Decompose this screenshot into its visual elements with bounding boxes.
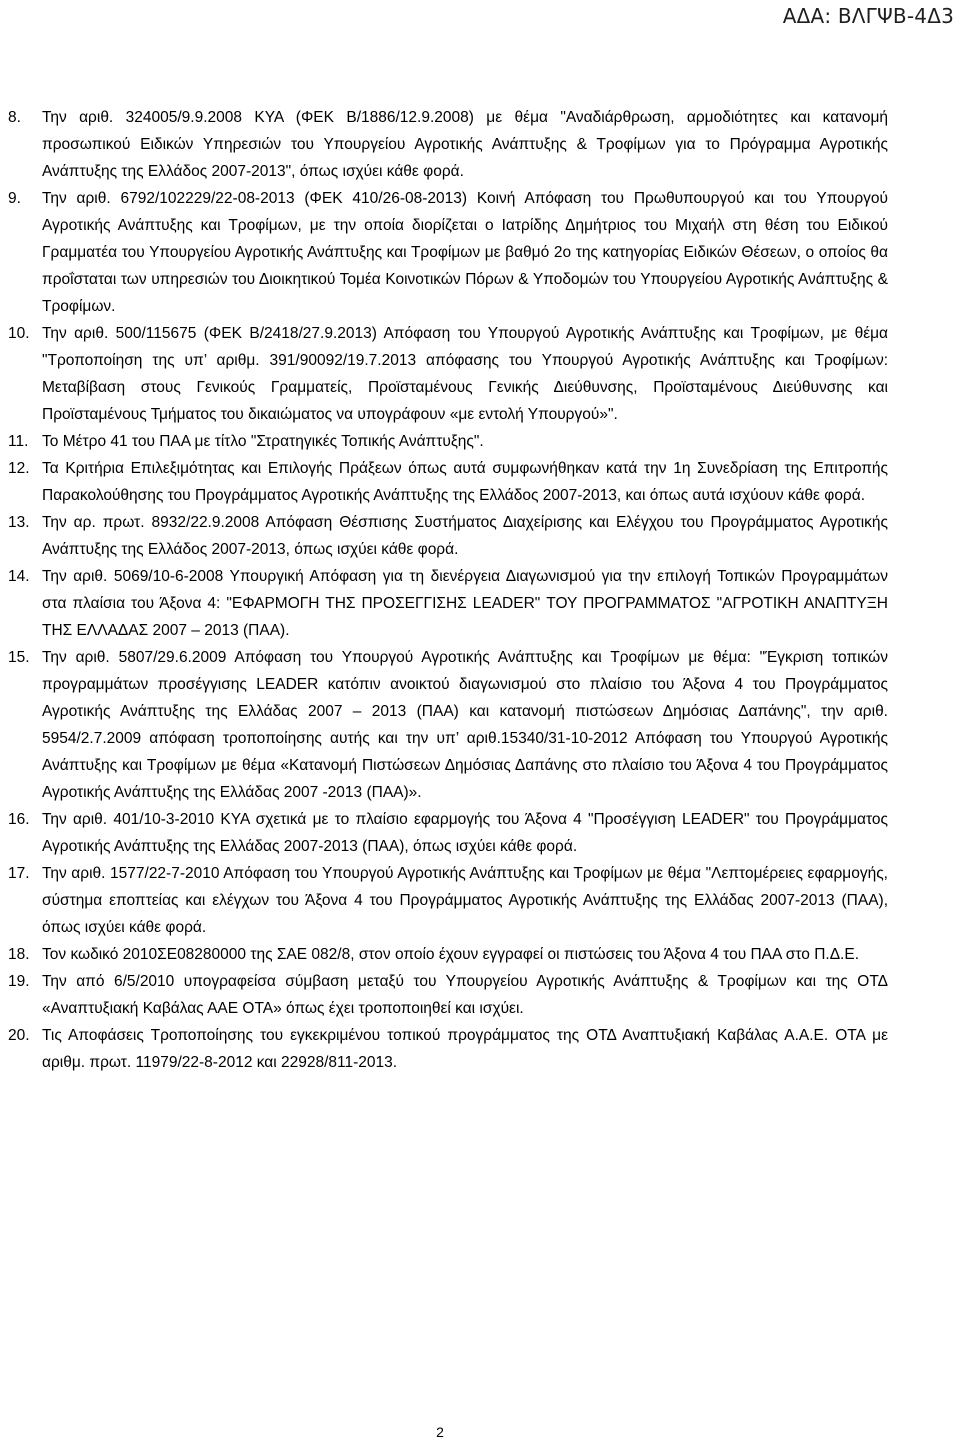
item-text: Τον κωδικό 2010ΣΕ08280000 της ΣΑΕ 082/8, στον οποίο έχουν εγγραφεί οι πιστώσεις του Άξονα 4 του ΠΑΑ στο Π.Δ.Ε. — [42, 946, 860, 963]
item-text: Την αριθ. 5807/29.6.2009 Απόφαση του Υπουργού Αγροτικής Ανάπτυξης και Τροφίμων με θέμα: "Έγκριση τοπικών προγραμμάτων προσέγγισης LEADER κατόπιν ανοικτού διαγωνισμού στο πλαίσιο του Άξονα 4 του Προγράμματος Αγροτικής Ανάπτυξης της Ελλάδας 2007 – 2013 (ΠΑΑ) και κατανομή πιστώσεων Δημόσιας Δαπάνης", την αριθ. 5954/2.7.2009 απόφαση τροποποίησης αυτής και την υπ’ αριθ.15340/31-10-2012 Απόφαση του Υπουργού Αγροτικής Ανάπτυξης και Τροφίμων με θέμα «Κατανομή Πιστώσεων Δημόσιας Δαπάνης στο πλαίσιο του Άξονα 4 του Προγράμματος Αγροτικής Ανάπτυξης της Ελλάδας 2007 -2013 (ΠΑΑ)». — [42, 649, 888, 801]
list-item — [8, 563, 888, 644]
item-number: 11. — [8, 433, 29, 450]
item-text: Την από 6/5/2010 υπογραφείσα σύμβαση μεταξύ του Υπουργείου Αγροτικής Ανάπτυξης & Τροφίμων και της ΟΤΔ «Αναπτυξιακή Καβάλας ΑΑΕ ΟΤΑ» όπως έχει τροποποιηθεί και ισχύει. — [42, 973, 888, 1017]
list-item — [8, 1022, 888, 1076]
item-number: 19. — [8, 973, 30, 990]
list-item — [8, 941, 888, 968]
item-number: 13. — [8, 514, 30, 531]
item-number: 9. — [8, 190, 21, 207]
item-number: 10. — [8, 325, 30, 342]
item-text: Την αριθ. 6792/102229/22-08-2013 (ΦΕΚ 410/26-08-2013) Κοινή Απόφαση του Πρωθυπουργού και του Υπουργού Αγροτικής Ανάπτυξης και Τροφίμων, με την οποία διορίζεται ο Ιατρίδης Δημήτριος του Μιχαήλ στη θέση του Ειδικού Γραμματέα του Υπουργείου Αγροτικής Ανάπτυξης και Τροφίμων με βαθμό 2ο της κατηγορίας Ειδικών Θέσεων, ο οποίος θα προΐσταται των υπηρεσιών του Διοικητικού Τομέα Κοινοτικών Πόρων & Υποδομών του Υπουργείου Αγροτικής Ανάπτυξης & Τροφίμων. — [42, 190, 888, 315]
numbered-list — [8, 104, 888, 1076]
item-text: Το Μέτρο 41 του ΠΑΑ με τίτλο "Στρατηγικές Τοπικής Ανάπτυξης". — [42, 433, 484, 450]
item-number: 16. — [8, 811, 30, 828]
item-number: 14. — [8, 568, 30, 585]
item-text: Την αριθ. 500/115675 (ΦΕΚ Β/2418/27.9.2013) Απόφαση του Υπουργού Αγροτικής Ανάπτυξης και Τροφίμων, με θέμα "Τροποποίηση της υπ’ αριθμ. 391/90092/19.7.2013 απόφασης του Υπουργού Αγροτικής Ανάπτυξης και Τροφίμων: Μεταβίβαση στους Γενικούς Γραμματείς, Προϊσταμένους Γενικής Διεύθυνσης, Προϊσταμένους Διεύθυνσης και Προϊσταμένους Τμήματος του δικαιώματος να υπογράφουν «με εντολή Υπουργού»". — [42, 325, 888, 423]
ada-code: ΑΔΑ: ΒΛΓΨΒ-4Δ3 — [782, 4, 954, 28]
list-item — [8, 644, 888, 806]
item-text: Τα Κριτήρια Επιλεξιμότητας και Επιλογής Πράξεων όπως αυτά συμφωνήθηκαν κατά την 1η Συνεδρίαση της Επιτροπής Παρακολούθησης του Προγράμματος Αγροτικής Ανάπτυξης της Ελλάδος 2007-2013, και όπως αυτά ισχύουν κάθε φορά. — [42, 460, 888, 504]
item-text: Τις Αποφάσεις Τροποποίησης του εγκεκριμένου τοπικού προγράμματος της ΟΤΔ Αναπτυξιακή Καβάλας Α.Α.Ε. ΟΤΑ με αριθμ. πρωτ. 11979/22-8-2012 και 22928/811-2013. — [42, 1027, 888, 1071]
item-text: Την αρ. πρωτ. 8932/22.9.2008 Απόφαση Θέσπισης Συστήματος Διαχείρισης και Ελέγχου του Προγράμματος Αγροτικής Ανάπτυξης της Ελλάδος 2007-2013, όπως ισχύει κάθε φορά. — [42, 514, 888, 558]
list-item — [8, 860, 888, 941]
item-number: 15. — [8, 649, 30, 666]
list-item — [8, 455, 888, 509]
item-number: 18. — [8, 946, 30, 963]
list-item — [8, 185, 888, 320]
item-number: 12. — [8, 460, 30, 477]
item-text: Την αριθ. 324005/9.9.2008 ΚΥΑ (ΦΕΚ Β/1886/12.9.2008) με θέμα "Αναδιάρθρωση, αρμοδιότητες και κατανομή προσωπικού Ειδικών Υπηρεσιών του Υπουργείου Αγροτικής Ανάπτυξης & Τροφίμων για το Πρόγραμμα Αγροτικής Ανάπτυξης της Ελλάδος 2007-2013", όπως ισχύει κάθε φορά. — [42, 109, 888, 180]
list-item — [8, 320, 888, 428]
item-number: 8. — [8, 109, 21, 126]
item-text: Την αριθ. 5069/10-6-2008 Υπουργική Απόφαση για τη διενέργεια Διαγωνισμού για την επιλογή Τοπικών Προγραμμάτων στα πλαίσια του Άξονα 4: "ΕΦΑΡΜΟΓΗ ΤΗΣ ΠΡΟΣΕΓΓΙΣΗΣ LEADER" ΤΟΥ ΠΡΟΓΡΑΜΜΑΤΟΣ "ΑΓΡΟΤΙΚΗ ΑΝΑΠΤΥΞΗ ΤΗΣ ΕΛΛΑΔΑΣ 2007 – 2013 (ΠΑΑ). — [42, 568, 888, 639]
list-item — [8, 428, 888, 455]
item-text: Την αριθ. 401/10-3-2010 ΚΥΑ σχετικά με το πλαίσιο εφαρμογής του Άξονα 4 "Προσέγγιση LEADER" του Προγράμματος Αγροτικής Ανάπτυξης της Ελλάδας 2007-2013 (ΠΑΑ), όπως ισχύει κάθε φορά. — [42, 811, 888, 855]
list-item — [8, 806, 888, 860]
item-number: 17. — [8, 865, 30, 882]
list-item — [8, 104, 888, 185]
item-number: 20. — [8, 1027, 30, 1044]
list-item — [8, 509, 888, 563]
list-item — [8, 968, 888, 1022]
page-number: 2 — [436, 1424, 444, 1440]
item-text: Την αριθ. 1577/22-7-2010 Απόφαση του Υπουργού Αγροτικής Ανάπτυξης και Τροφίμων με θέμα "Λεπτομέρειες εφαρμογής, σύστημα εποπτείας και ελέγχων του Άξονα 4 του Προγράμματος Αγροτικής Ανάπτυξης της Ελλάδας 2007-2013 (ΠΑΑ), όπως ισχύει κάθε φορά. — [42, 865, 888, 936]
